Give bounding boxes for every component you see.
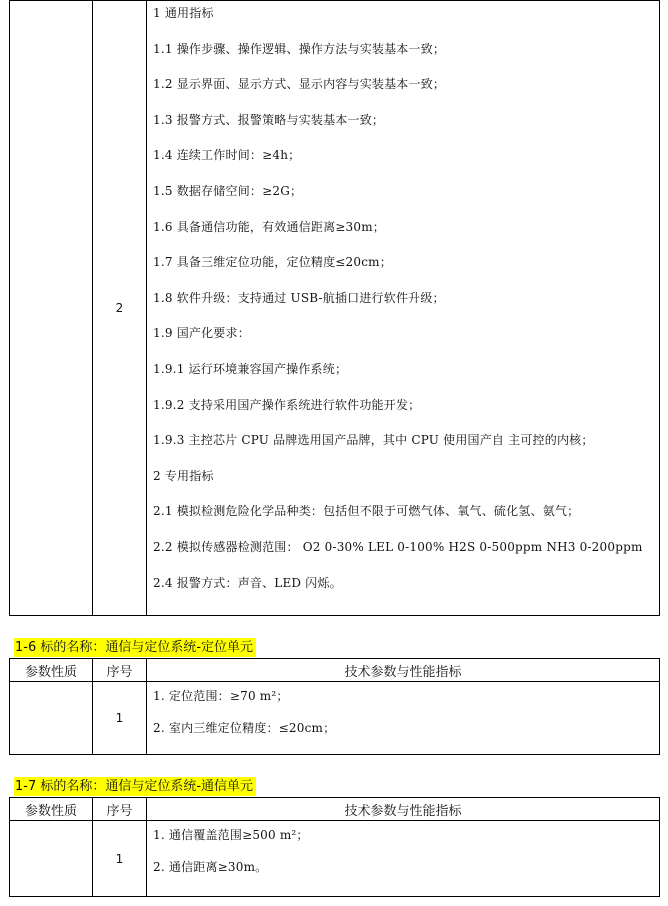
spec-item: 1 通用指标 bbox=[153, 6, 214, 20]
spec-item: 1.9 国产化要求： bbox=[153, 326, 250, 341]
spec-item: 1.4 连续工作时间：≥4h； bbox=[153, 148, 301, 163]
param-type-cell bbox=[10, 821, 93, 897]
spec-item: 1.9.3 主控芯片 CPU 品牌选用国产品牌，其中 CPU 使用国产自 主可控的内核； bbox=[153, 433, 594, 448]
spec-item: 2.4 报警方式：声音、LED 闪烁。 bbox=[153, 575, 342, 590]
spec-item: 2. 通信距离≥30m。 bbox=[153, 860, 268, 874]
header-spec: 技术参数与性能指标 bbox=[147, 798, 660, 821]
row-index: 2 bbox=[93, 1, 147, 616]
spec-item: 1.1 操作步骤、操作逻辑、操作方法与实装基本一致； bbox=[153, 41, 446, 56]
header-index: 序号 bbox=[93, 659, 147, 682]
spec-list bbox=[147, 682, 660, 755]
section-title-1-7: 1-7 标的名称：通信与定位系统-通信单元 bbox=[14, 777, 256, 796]
spec-item: 1.9.1 运行环境兼容国产操作系统； bbox=[153, 361, 348, 376]
spec-table-1-7 bbox=[9, 797, 660, 897]
param-type-cell bbox=[10, 1, 93, 616]
spec-item: 1.2 显示界面、显示方式、显示内容与实装基本一致； bbox=[153, 77, 446, 92]
section-title-1-6: 1-6 标的名称：通信与定位系统-定位单元 bbox=[14, 638, 256, 657]
spec-list bbox=[147, 1, 660, 616]
row-index: 1 bbox=[93, 682, 147, 755]
header-spec: 技术参数与性能指标 bbox=[147, 659, 660, 682]
spec-item: 1.7 具备三维定位功能，定位精度≤20cm； bbox=[153, 255, 392, 270]
header-index: 序号 bbox=[93, 798, 147, 821]
spec-item: 1.8 软件升级：支持通过 USB-航插口进行软件升级； bbox=[153, 290, 445, 305]
spec-item: 1.6 具备通信功能，有效通信距离≥30m； bbox=[153, 219, 386, 234]
spec-item: 2.2 模拟传感器检测范围： O2 0-30% LEL 0-100% H2S 0-500ppm NH3 0-200ppm bbox=[153, 539, 643, 554]
spec-table-1-6 bbox=[9, 658, 660, 755]
spec-item: 1.5 数据存储空间：≥2G； bbox=[153, 183, 303, 198]
spec-item: 1. 通信覆盖范围≥500 m²； bbox=[153, 828, 309, 842]
header-param-type: 参数性质 bbox=[10, 659, 93, 682]
spec-item: 1.3 报警方式、报警策略与实装基本一致； bbox=[153, 112, 385, 127]
spec-item: 2.1 模拟检测危险化学品种类：包括但不限于可燃气体、氧气、硫化氢、氨气； bbox=[153, 504, 580, 519]
spec-table-continued bbox=[9, 0, 660, 616]
header-param-type: 参数性质 bbox=[10, 798, 93, 821]
spec-item: 2. 室内三维定位精度：≤20cm； bbox=[153, 721, 336, 735]
spec-item: 1. 定位范围：≥70 m²； bbox=[153, 689, 289, 703]
param-type-cell bbox=[10, 682, 93, 755]
spec-list bbox=[147, 821, 660, 897]
spec-item: 2 专用指标 bbox=[153, 468, 214, 483]
row-index: 1 bbox=[93, 821, 147, 897]
spec-item: 1.9.2 支持采用国产操作系统进行软件功能开发； bbox=[153, 397, 421, 412]
